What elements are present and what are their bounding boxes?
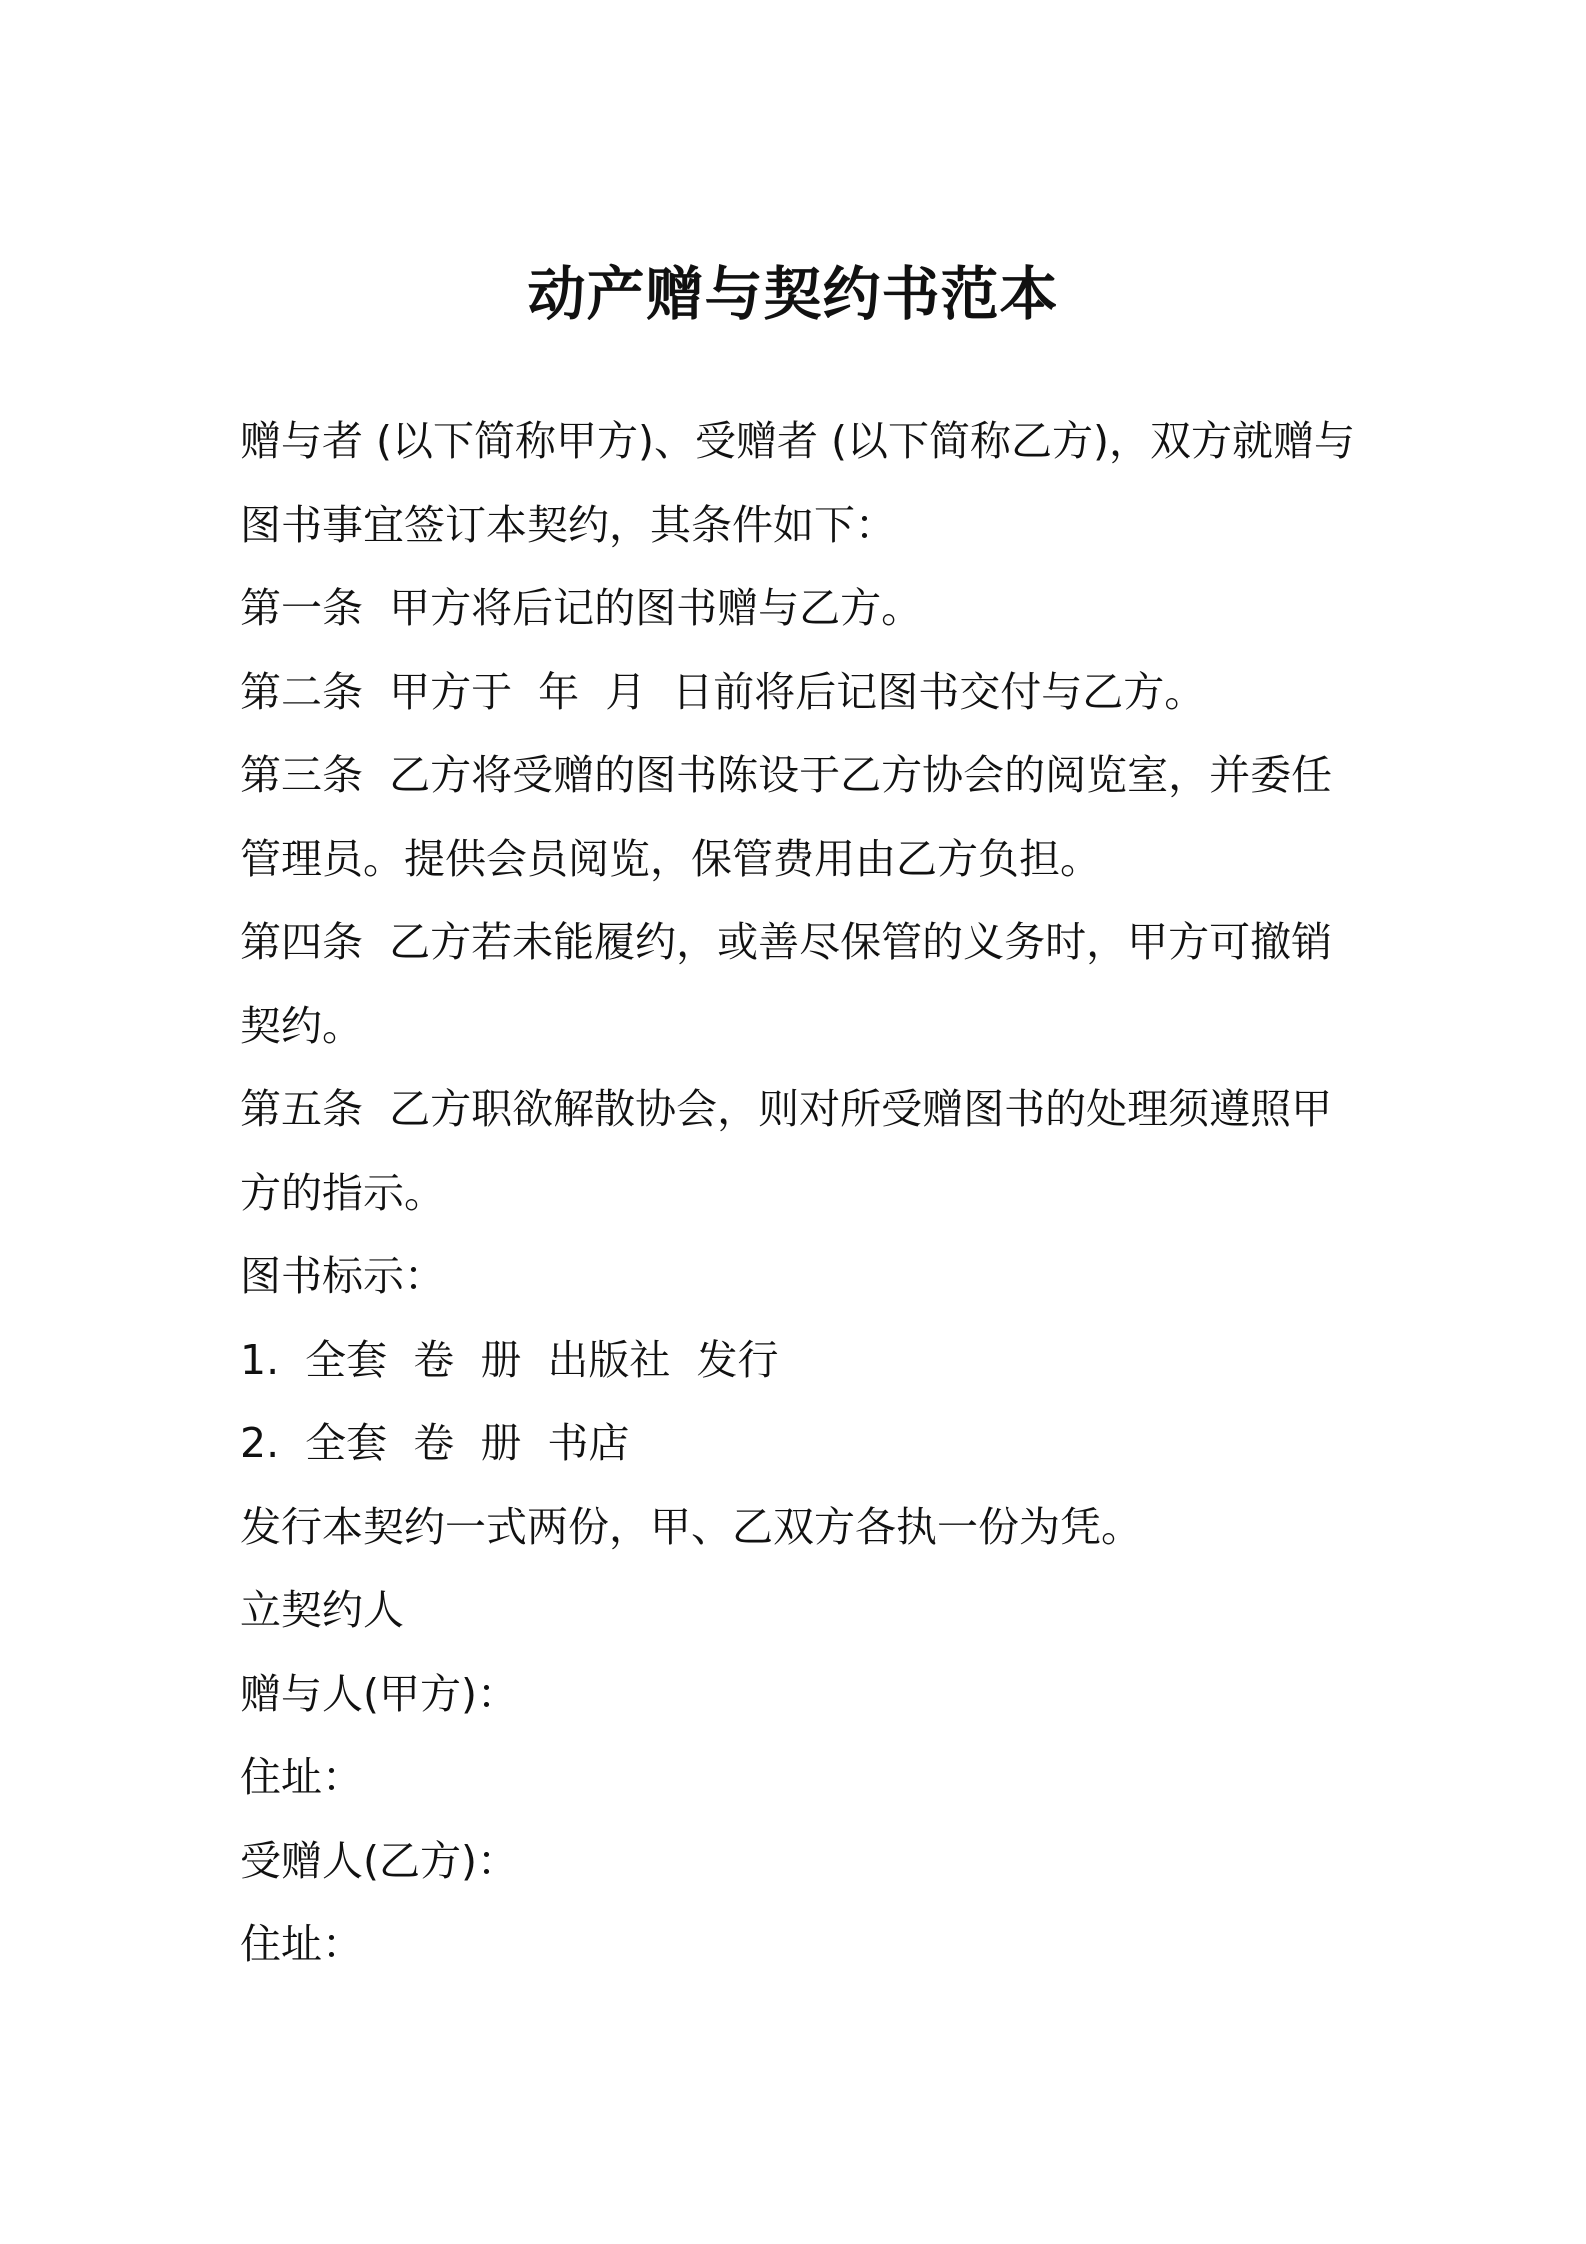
article-4: 第四条 乙方若未能履约，或善尽保管的义务时，甲方可撤销契约。 [240, 918, 1333, 1050]
copies-clause: 发行本契约一式两份，甲、乙双方各执一份为凭。 [240, 1502, 1142, 1551]
donee-address-label: 住址： [240, 1920, 363, 1968]
article-1: 第一条 甲方将后记的图书赠与乙方。 [240, 584, 923, 632]
donor-address-label: 住址： [240, 1753, 363, 1801]
book-listing-heading: 图书标示： [240, 1252, 445, 1300]
document-title: 动产赠与契约书范本 [527, 260, 1059, 328]
article-2: 第二条 甲方于 年 月 日前将后记图书交付与乙方。 [240, 667, 1206, 716]
article-3: 第三条 乙方将受赠的图书陈设于乙方协会的阅览室，并委任管理员。提供会员阅览，保管费用由乙方负担。 [240, 751, 1333, 883]
article-5: 第五条 乙方职欲解散协会，则对所受赠图书的处理须遵照甲方的指示。 [240, 1085, 1333, 1217]
signatories-heading: 立契约人 [240, 1586, 404, 1634]
donee-label: 受赠人(乙方)： [240, 1836, 518, 1885]
donor-label: 赠与人(甲方)： [240, 1669, 518, 1718]
book-item-2: 2. 全套 卷 册 书店 [240, 1419, 630, 1467]
document-body [240, 400, 1360, 1987]
book-item-1: 1. 全套 卷 册 出版社 发行 [240, 1335, 779, 1384]
intro-paragraph: 赠与者 (以下简称甲方)、受赠者 (以下简称乙方)，双方就赠与图书事宜签订本契约，其条件如下： [240, 417, 1356, 549]
